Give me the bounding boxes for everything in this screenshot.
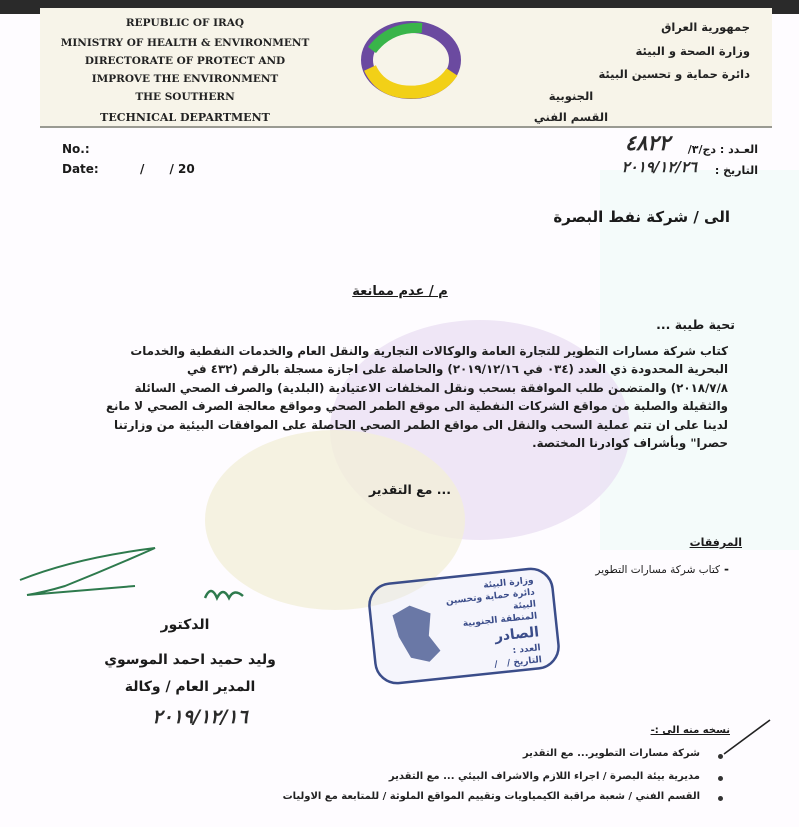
header-ar-line-2: وزارة الصحة و البيئة [635, 44, 750, 58]
date-label-ar: التاريخ : [714, 164, 758, 177]
signatory-handwritten-date: ٢٠١٩/١٢/١٦ [152, 706, 248, 728]
copy-bullet-1 [718, 754, 723, 759]
header-ar-line-1: جمهورية العراق [661, 20, 750, 34]
header-en-line-3: DIRECTORATE OF PROTECT AND [84, 55, 286, 67]
stamp-date-label: التاريخ [512, 655, 543, 669]
signatory-title: الدكتور [160, 617, 210, 633]
header-ar-line-4: الجنوبية [548, 89, 594, 103]
header-en-line-6: TECHNICAL DEPARTMENT [100, 111, 270, 124]
date-value: ٢٠١٩/١٢/٢٦ [621, 158, 697, 176]
closing: ... مع التقدير [369, 482, 451, 497]
attachment-item-1: كتاب شركة مسارات التطوير [595, 564, 720, 576]
body-line-3: ٢٠١٨/٧/٨) والمتضمن طلب الموافقة بسحب ونقل المخلفات الاعتيادية (البلدية) والصرف الصحي السائلة [134, 380, 728, 395]
stamp-number-label: العدد : [512, 643, 542, 657]
letter-body [58, 342, 728, 452]
copy-item-3: القسم الفني / شعبة مراقبة الكيمياويات وتقييم المواقع الملوثة / للمتابعة مع الاوليات [282, 791, 700, 802]
header-ar-line-5: القسم الفني [533, 110, 609, 124]
copies-title: نسخه منه الى :- [650, 725, 730, 736]
subject: م / عدم ممانعة [352, 284, 448, 299]
body-line-5: لدينا على ان تتم عملية السحب والنقل الى مواقع الطمر الصحي الحاصلة على الموافقات البيئية من وزارتنا [114, 417, 728, 432]
number-label: No.: [62, 142, 90, 156]
ministry-logo-icon [360, 20, 462, 100]
header-en-line-1: REPUBLIC OF IRAQ [125, 17, 245, 29]
stamp-date-blank: / / [493, 658, 511, 671]
handwritten-mark-icon [712, 718, 772, 758]
header-en-line-4: IMPROVE THE ENVIRONMENT [91, 73, 279, 85]
stamp-line-3: المنطقة الجنوبية [462, 611, 538, 630]
attachments-title: المرفقات [689, 536, 742, 549]
signatory-name: وليد حميد احمد الموسوي [104, 652, 276, 668]
body-line-6: حصرا" وبأشراف كوادرنا المختصة. [532, 436, 728, 451]
copy-bullet-2 [718, 776, 723, 781]
body-line-1: كتاب شركة مسارات التطوير للتجارة العامة والوكالات التجارية والنقل العام والخدمات النفطية والخدمات [130, 344, 728, 358]
copy-item-1: شركة مسارات التطوير... مع التقدير [522, 748, 700, 759]
stamp-line-4: الصادر [494, 624, 540, 645]
stamp-line-1: وزارة البيئة [482, 575, 535, 591]
date-label: Date: [62, 162, 99, 176]
header-ar-line-3: دائرة حماية و تحسين البيئة [598, 67, 750, 81]
greeting: تحية طيبة ... [656, 317, 735, 332]
signatory-position: المدير العام / وكالة [124, 679, 256, 695]
attachment-dash: - [724, 562, 729, 576]
stamp-line-2: دائرة حماية وتحسين البيئة [445, 587, 537, 612]
number-label-ar: العـدد : دج/٣/ [687, 143, 758, 156]
recipient: الى / شركة نفط البصرة [553, 208, 730, 226]
copy-item-2: مديرية بيئة البصرة / اجراء اللازم والاشراف البيئي ... مع التقدير [388, 771, 700, 782]
body-line-2: البحرية المحدودة ذي العدد (٠٣٤ في ٢٠١٩/١٢/١٦) والحاصلة على اجازة مسجلة بالرقم (٤٣٢ في [186, 362, 728, 377]
copy-bullet-3 [718, 796, 723, 801]
signature-stroke-icon [15, 540, 265, 610]
stamp-text [425, 575, 542, 678]
header-en-line-5: THE SOUTHERN [135, 91, 235, 103]
header-en-line-2: MINISTRY OF HEALTH & ENVIRONMENT [60, 37, 310, 49]
number-value: ٤٨٢٢ [624, 130, 670, 155]
date-placeholder: / / 20 [140, 162, 195, 176]
body-line-4: والثقيلة والصلبة من مواقع الشركات النفطية الى موقع الطمر الصحي ومواقع معالجة الصرف الصحي لا مانع [105, 399, 728, 414]
